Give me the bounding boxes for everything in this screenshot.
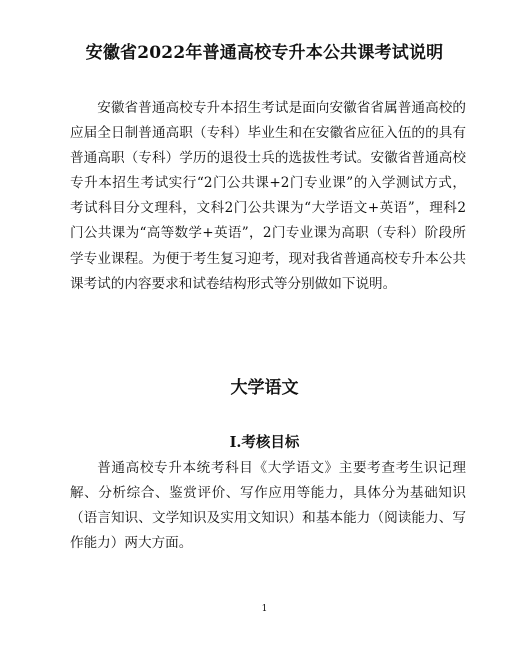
section-title: 大学语文 — [230, 378, 299, 398]
body-paragraph: 普通高校专升本统考科目《大学语文》主要考查考生识记理解、分析综合、鉴赏评价、写作应用等能力，具体分为基础知识（语言知识、文学知识及实用文知识）和基本能力（阅读能力、写作能力）两大方面。 — [70, 460, 466, 552]
page-number: 1 — [261, 604, 268, 614]
intro-paragraph: 安徽省普通高校专升本招生考试是面向安徽省省属普通高校的应届全日制普通高职（专科）毕业生和在安徽省应征入伍的的具有普通高职（专科）学历的退役士兵的选拔性考试。安徽省普通高校专升本招生考试实行“2门公共课+2门专业课”的入学测试方式，考试科目分文理科，文科2门公共课为“大学语文+英语”，理科2门公共课为“高等数学+英语”，2门专业课为高职（专科）阶段所学专业课程。为便于考生复习迎考，现对我省普通高校专升本公共课考试的内容要求和试卷结构形式等分别做如下说明。 — [70, 100, 466, 292]
subsection-title: I.考核目标 — [229, 434, 300, 451]
document-title: 安徽省2022年普通高校专升本公共课考试说明 — [85, 43, 444, 63]
